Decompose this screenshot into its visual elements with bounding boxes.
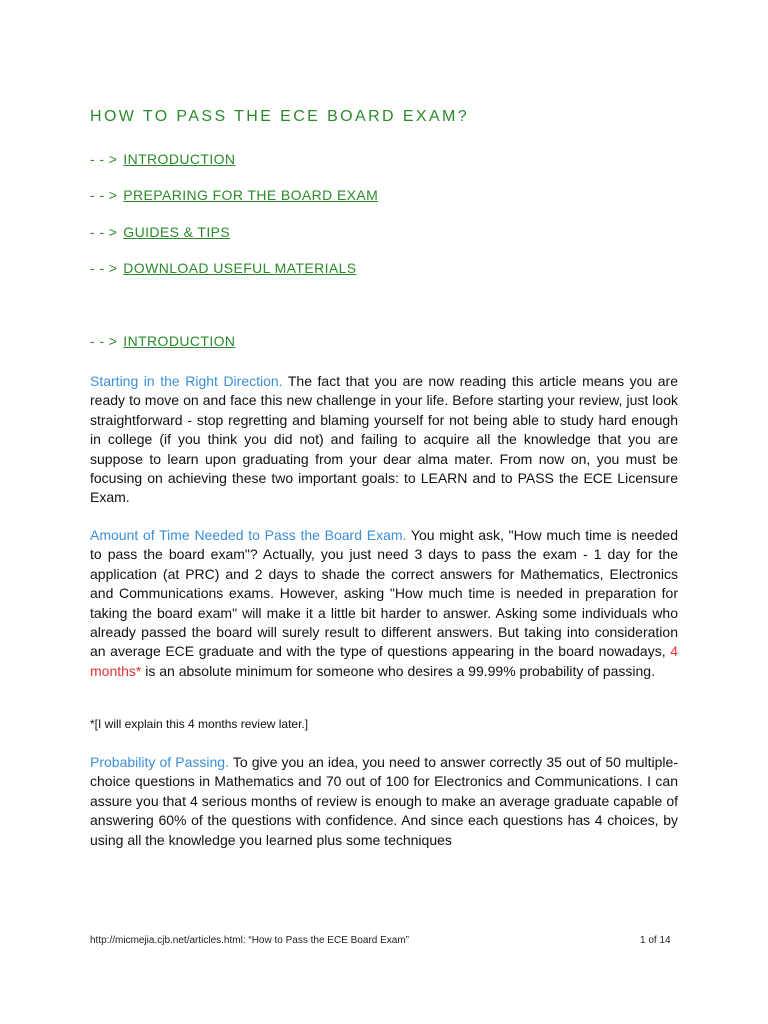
- paragraph-lead: Probability of Passing.: [90, 754, 229, 770]
- section-heading-introduction[interactable]: [90, 333, 235, 349]
- toc-item-introduction[interactable]: [90, 151, 235, 167]
- paragraph-right-direction: [90, 372, 678, 508]
- toc-link-guides[interactable]: GUIDES & TIPS: [123, 224, 231, 240]
- paragraph-lead: Amount of Time Needed to Pass the Board Exam.: [90, 527, 407, 543]
- section-arrow: - - >: [90, 333, 118, 349]
- paragraph-text: You might ask, "How much time is needed to pass the board exam"? Actually, you just need 3 days to pass the exam - 1 day for the application (at PRC) and 2 days to shade the correct answers for Mathematics, Electronics and Communications exams. However, asking "How much time is needed in preparation for taking the board exam" will make it a little bit harder to answer. Asking some individuals who already passed the board will surely result to different answers. But taking into consideration an average ECE graduate and with the type of questions appearing in the board nowadays,: [90, 527, 679, 660]
- toc-link-download[interactable]: DOWNLOAD USEFUL MATERIALS: [123, 260, 357, 276]
- document-title: HOW TO PASS THE ECE BOARD EXAM?: [90, 108, 470, 125]
- paragraph-text: The fact that you are now reading this article means you are ready to move on and face this new challenge in your life. Before starting your review, just look straightforward - stop regretting and blaming yourself for not being able to study hard enough in college (if you think you did not) and failing to acquire all the knowledge that you are suppose to learn upon graduating from your dear alma mater. From now on, you must be focusing on achieving these two important goals: to LEARN and to PASS the ECE Licensure Exam.: [90, 373, 678, 506]
- toc-item-guides[interactable]: [90, 224, 230, 240]
- paragraph-text: To give you an idea, you need to answer correctly 35 out of 50 multiple-choice questions in Mathematics and 70 out of 100 for Electronics and Communications. I can assure you that 4 serious months of review is enough to make an average graduate capable of answering 60% of the questions with confidence. And since each questions has 4 choices, by using all the knowledge you learned plus some techniques: [90, 754, 678, 848]
- toc-arrow: - - >: [90, 224, 118, 240]
- toc-arrow: - - >: [90, 260, 118, 276]
- toc-arrow: - - >: [90, 151, 118, 167]
- toc-link-introduction[interactable]: INTRODUCTION: [123, 151, 236, 167]
- toc-item-download[interactable]: [90, 260, 357, 276]
- paragraph-text: is an absolute minimum for someone who desires a 99.99% probability of passing.: [141, 662, 655, 679]
- footnote-review: *[I will explain this 4 months review later.]: [90, 717, 309, 731]
- paragraph-probability: [90, 753, 678, 850]
- footer-source: http://micmejia.cjb.net/articles.html: “How to Pass the ECE Board Exam”: [90, 935, 409, 946]
- highlight-4-months: 4 months*: [90, 643, 678, 679]
- paragraph-amount-of-time: [90, 526, 678, 681]
- paragraph-lead: Starting in the Right Direction.: [90, 373, 283, 389]
- toc-link-preparing[interactable]: PREPARING FOR THE BOARD EXAM: [123, 187, 379, 203]
- toc-item-preparing[interactable]: [90, 187, 378, 203]
- footer-page-number: 1 of 14: [640, 935, 671, 946]
- toc-arrow: - - >: [90, 187, 118, 203]
- section-link-introduction[interactable]: INTRODUCTION: [123, 333, 236, 349]
